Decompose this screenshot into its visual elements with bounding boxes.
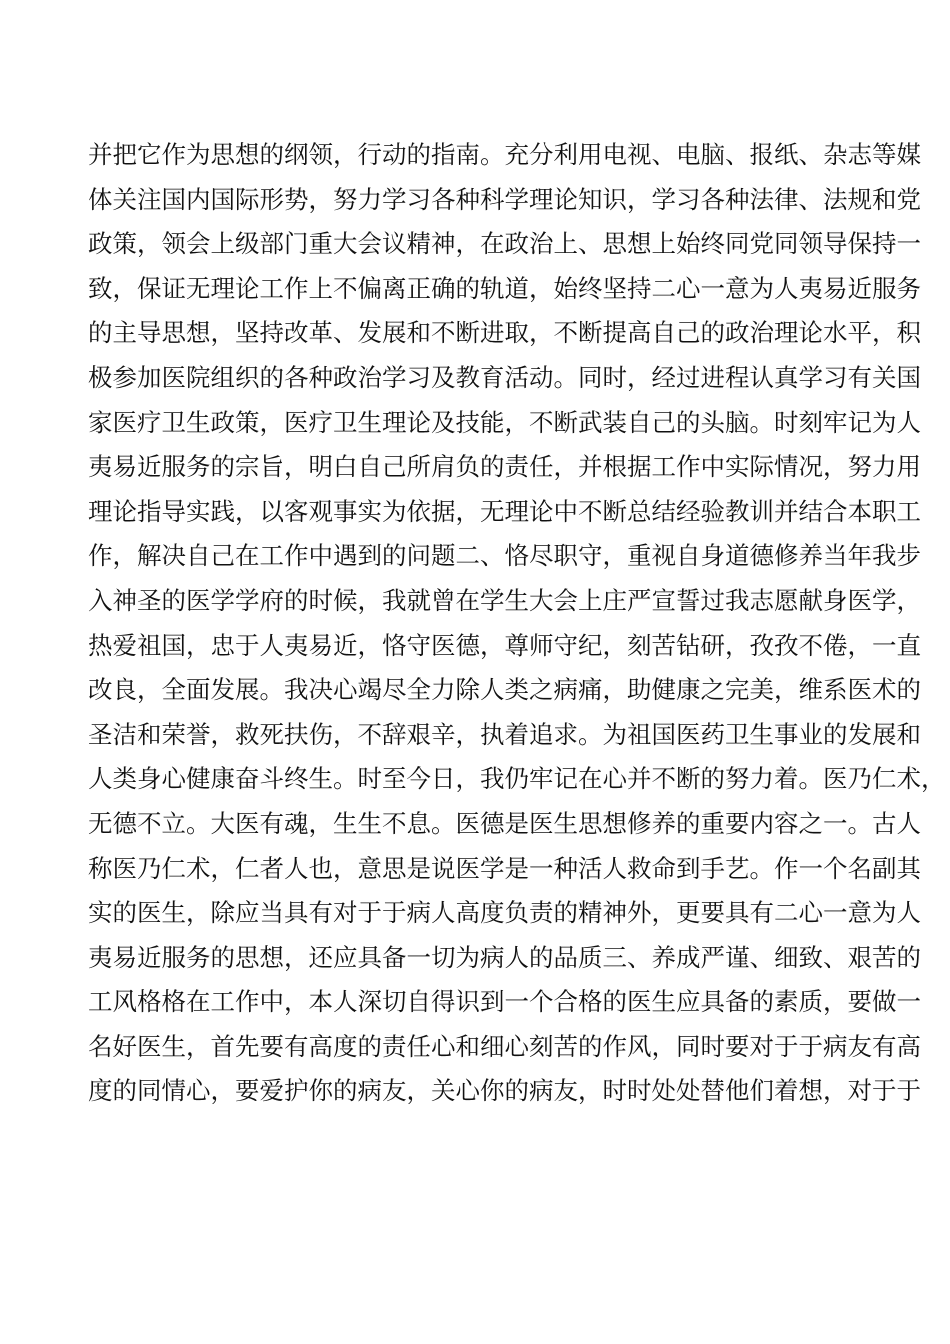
text-line: 热爱祖国，忠于人夷易近，恪守医德，尊师守纪，刻苦钻研，孜孜不倦，一直 <box>88 630 921 660</box>
text-line: 无德不立。大医有魂，生生不息。医德是医生思想修养的重要内容之一。古人 <box>88 808 921 838</box>
text-line: 理论指导实践，以客观事实为依据，无理论中不断总结经验教训并结合本职工 <box>88 496 921 526</box>
text-line: 人类身心健康奋斗终生。时至今日，我仍牢记在心并不断的努力着。医乃仁术， <box>88 764 946 794</box>
text-line: 体关注国内国际形势，努力学习各种科学理论知识，学习各种法律、法规和党 <box>88 184 921 214</box>
text-line: 作，解决自己在工作中遇到的问题二、恪尽职守，重视自身道德修养当年我步 <box>88 541 921 571</box>
text-line: 政策，领会上级部门重大会议精神，在政治上、思想上始终同党同领导保持一 <box>88 229 921 259</box>
text-line: 的主导思想，坚持改革、发展和不断进取，不断提高自己的政治理论水平，积 <box>88 318 921 348</box>
text-line: 夷易近服务的思想，还应具备一切为病人的品质三、养成严谨、细致、艰苦的 <box>88 942 921 972</box>
text-line: 夷易近服务的宗旨，明白自己所肩负的责任，并根据工作中实际情况，努力用 <box>88 452 921 482</box>
text-line: 工风格格在工作中，本人深切自得识到一个合格的医生应具备的素质，要做一 <box>88 987 921 1017</box>
text-line: 度的同情心，要爱护你的病友，关心你的病友，时时处处替他们着想，对于于 <box>88 1076 921 1106</box>
text-line: 入神圣的医学学府的时候，我就曾在学生大会上庄严宣誓过我志愿献身医学， <box>88 585 921 615</box>
text-line: 并把它作为思想的纲领，行动的指南。充分利用电视、电脑、报纸、杂志等媒 <box>88 140 921 169</box>
text-line: 名好医生，首先要有高度的责任心和细心刻苦的作风，同时要对于于病友有高 <box>88 1031 921 1061</box>
text-line: 改良，全面发展。我决心竭尽全力除人类之病痛，助健康之完美，维系医术的 <box>88 675 921 705</box>
text-line: 称医乃仁术，仁者人也，意思是说医学是一种活人救命到手艺。作一个名副其 <box>88 853 921 883</box>
text-line: 致，保证无理论工作上不偏离正确的轨道，始终坚持二心一意为人夷易近服务 <box>88 273 921 303</box>
body-text <box>88 133 946 1114</box>
text-line: 圣洁和荣誉，救死扶伤，不辞艰辛，执着追求。为祖国医药卫生事业的发展和 <box>88 719 921 749</box>
text-line: 实的医生，除应当具有对于于病人高度负责的精神外，更要具有二心一意为人 <box>88 898 921 928</box>
text-line: 家医疗卫生政策，医疗卫生理论及技能，不断武装自己的头脑。时刻牢记为人 <box>88 407 921 437</box>
text-line: 极参加医院组织的各种政治学习及教育活动。同时，经过进程认真学习有关国 <box>88 362 921 392</box>
